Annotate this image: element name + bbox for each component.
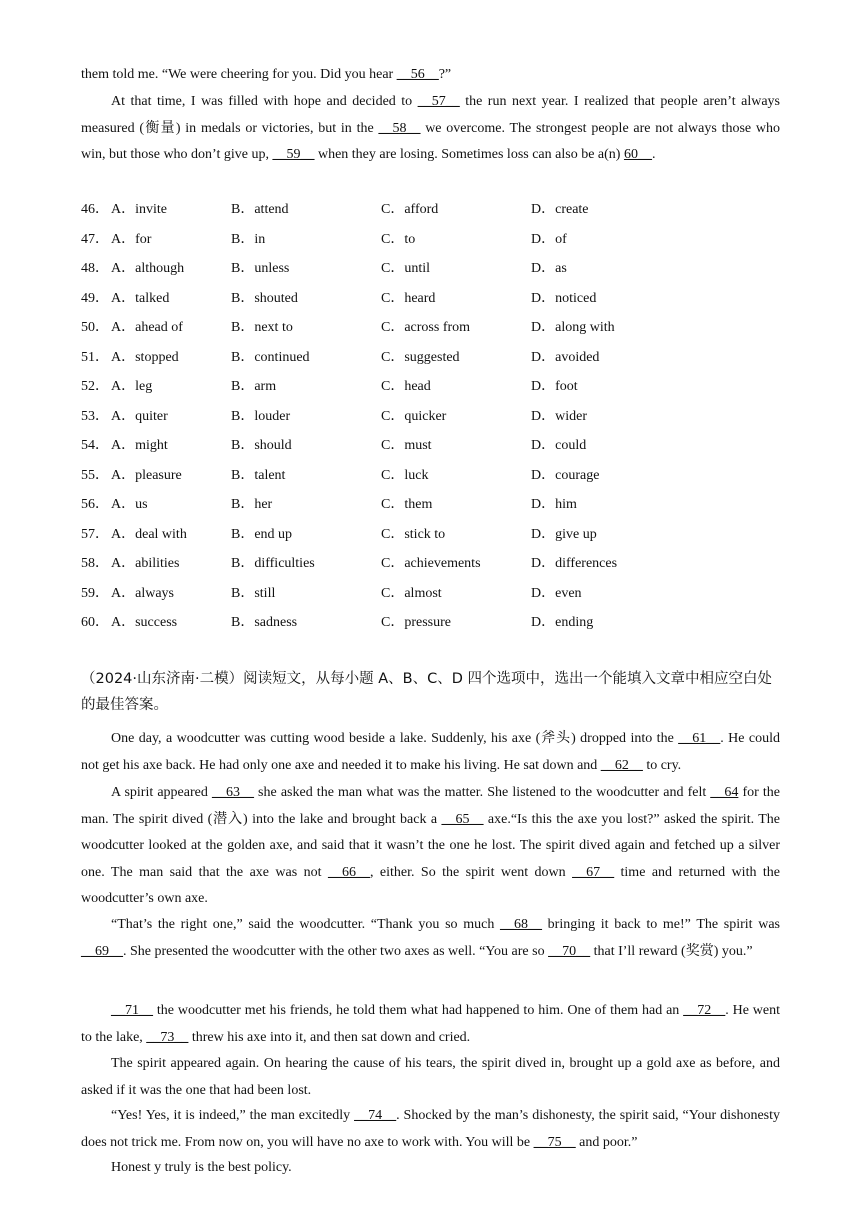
option-d: D．foot — [531, 379, 578, 394]
option-a: A．although — [111, 261, 185, 276]
option-d: D．differences — [531, 556, 618, 571]
answer-blank: __74__ — [354, 1108, 397, 1123]
question-row — [81, 317, 781, 339]
option-d: D．along with — [531, 320, 615, 335]
text-segment: when they are losing. Sometimes loss can also be a(n) — [314, 147, 624, 162]
question-number: 58． — [81, 556, 109, 571]
question-row — [81, 347, 781, 369]
text-segment: “That’s the right one,” said the woodcutter. “Thank you so much — [111, 917, 500, 932]
question-row — [81, 199, 781, 221]
option-c: C．quicker — [381, 408, 447, 424]
answer-blank: __73__ — [146, 1029, 189, 1045]
answer-blank: __61__ — [678, 731, 721, 746]
text-segment: axe.“Is this the axe you lost?” asked the spirit. The woodcutter looked at the golden axe, and said that it wasn’t the one he lost. The spirit dived again and fetched up a silver one. The man said that the axe was not — [81, 811, 781, 880]
option-b: B．should — [231, 438, 292, 453]
question-number: 51． — [81, 349, 109, 365]
option-c: C．until — [381, 261, 431, 276]
question-row — [81, 612, 781, 634]
option-b: B．her — [231, 497, 273, 512]
option-b: B．shouted — [231, 290, 298, 306]
text-segment: time and returned with the woodcutter’s own axe. — [81, 864, 780, 906]
passage1-paragraph2 — [81, 89, 780, 169]
text-segment: Honest y truly is the best policy. — [111, 1160, 292, 1175]
option-b: B．in — [231, 231, 266, 247]
option-b: B．arm — [231, 379, 277, 394]
option-a: A．might — [111, 438, 168, 453]
section2-paragraph — [81, 1051, 780, 1104]
question-number: 56． — [81, 497, 109, 512]
option-b: B．talent — [231, 467, 286, 483]
text-segment: One day, a woodcutter was cutting wood beside a lake. Suddenly, his axe (斧头) dropped into the — [111, 731, 679, 746]
option-a: A．deal with — [111, 526, 187, 542]
answer-blank: __58__ — [378, 120, 421, 136]
text-segment: . Shocked by the man’s dishonesty, the spirit said, “Your dishonesty does not trick me. From now on, you will have no axe to work with. You will be — [81, 1108, 780, 1150]
option-c: C．across from — [381, 320, 471, 335]
answer-blank: __67__ — [572, 864, 615, 880]
text-segment: for the man. The spirit dived (潜入) into the lake and brought back a — [81, 785, 780, 827]
option-d: D．him — [531, 497, 577, 512]
text-segment: A spirit appeared — [111, 785, 212, 800]
option-c: C．heard — [381, 290, 436, 306]
question-row — [81, 376, 781, 398]
question-number: 49． — [81, 290, 109, 306]
text-segment: them told me. “We were cheering for you. Did you hear — [81, 67, 397, 82]
option-c: C．head — [381, 379, 431, 394]
section2-paragraph — [81, 1103, 780, 1156]
question-number: 46． — [81, 202, 109, 217]
option-c: C．suggested — [381, 349, 460, 365]
option-d: D．create — [531, 202, 589, 217]
answer-blank: __62__ — [600, 757, 643, 773]
option-a: A．for — [111, 231, 152, 247]
option-a: A．leg — [111, 379, 153, 394]
option-d: D．ending — [531, 615, 594, 630]
question-row — [81, 258, 781, 280]
option-c: C．afford — [381, 202, 439, 217]
option-c: C．must — [381, 438, 432, 453]
question-number: 47． — [81, 231, 109, 247]
option-b: B．attend — [231, 202, 289, 217]
text-segment: The spirit appeared again. On hearing the cause of his tears, the spirit dived in, brought up a gold axe as before, and asked if it was the one that had been lost. — [81, 1056, 780, 1098]
section2-instructions: （2024·山东济南·二模）阅读短文，从每小题 A、B、C、D 四个选项中，选出一个能填入文章中相应空白处的最佳答案。 — [81, 671, 772, 713]
option-c: C．to — [381, 231, 416, 247]
question-row — [81, 229, 781, 251]
option-b: B．still — [231, 585, 276, 601]
option-c: C．pressure — [381, 615, 451, 630]
question-number: 60． — [81, 615, 109, 630]
text-segment: . — [651, 147, 656, 162]
question-row — [81, 553, 781, 575]
text-segment: At that time, I was filled with hope and decided to — [111, 94, 418, 109]
option-a: A．invite — [111, 202, 167, 217]
option-d: D．wider — [531, 408, 587, 424]
text-segment: that I’ll reward (奖赏) you.” — [590, 943, 753, 959]
answer-blank: __63__ — [211, 785, 254, 800]
option-a: A．ahead of — [111, 320, 183, 335]
answer-blank: 60__ — [623, 147, 652, 162]
question-number: 53． — [81, 408, 109, 424]
section2-paragraph — [81, 1155, 780, 1182]
question-row — [81, 435, 781, 457]
question-number: 52． — [81, 379, 109, 394]
text-segment: . She presented the woodcutter with the other two axes as well. “You are so — [123, 943, 549, 959]
option-b: B．end up — [231, 526, 293, 542]
option-d: D．courage — [531, 467, 600, 483]
option-a: A．stopped — [111, 349, 179, 365]
option-a: A．abilities — [111, 556, 180, 571]
question-row — [81, 406, 781, 428]
option-b: B．louder — [231, 408, 291, 424]
option-b: B．unless — [231, 261, 290, 276]
text-segment: the woodcutter met his friends, he told them what had happened to him. One of them had an — [153, 1003, 684, 1018]
section2-paragraph — [81, 912, 780, 965]
text-segment: to cry. — [642, 757, 682, 773]
question-row — [81, 494, 781, 516]
question-row — [81, 465, 781, 487]
text-segment: threw his axe into it, and then sat down and cried. — [188, 1029, 471, 1045]
question-row — [81, 524, 781, 546]
option-b: B．sadness — [231, 615, 298, 630]
text-segment: . He could not get his axe back. He had only one axe and needed it to make his living. He sat down and — [81, 731, 780, 773]
question-row — [81, 288, 781, 310]
option-c: C．luck — [381, 467, 429, 483]
question-row — [81, 583, 781, 605]
option-b: B．difficulties — [231, 556, 315, 571]
text-segment: ?” — [438, 67, 452, 82]
option-d: D．even — [531, 585, 582, 601]
answer-blank: __70__ — [548, 943, 591, 959]
text-segment: and poor.” — [575, 1134, 638, 1150]
option-a: A．quiter — [111, 408, 168, 424]
answer-blank: __72__ — [683, 1003, 726, 1018]
option-a: A．pleasure — [111, 467, 182, 483]
option-d: D．of — [531, 231, 567, 247]
question-number: 48． — [81, 261, 109, 276]
section2-paragraph — [81, 780, 780, 913]
text-segment: she asked the man what was the matter. She listened to the woodcutter and felt — [253, 785, 711, 800]
section2-paragraph — [81, 726, 780, 779]
question-number: 50． — [81, 320, 109, 335]
option-c: C．almost — [381, 585, 442, 601]
option-b: B．continued — [231, 349, 310, 365]
question-number: 59． — [81, 585, 109, 601]
answer-blank: __59__ — [272, 147, 315, 162]
option-a: A．us — [111, 497, 148, 512]
text-segment: bringing it back to me!” The spirit was — [542, 917, 780, 932]
option-c: C．achievements — [381, 556, 481, 571]
question-number: 55． — [81, 467, 109, 483]
answer-blank: __68__ — [500, 917, 542, 932]
option-c: C．stick to — [381, 526, 446, 542]
option-d: D．noticed — [531, 290, 597, 306]
text-segment: the run next year. I realized that people aren’t always measured (衡量) in medals or victories, but in the — [81, 94, 780, 136]
section2-paragraph — [81, 998, 780, 1051]
option-c: C．them — [381, 497, 433, 512]
answer-blank: __75__ — [533, 1134, 576, 1150]
answer-blank: __57__ — [417, 94, 460, 109]
text-segment: , either. So the spirit went down — [369, 864, 573, 880]
question-number: 57． — [81, 526, 109, 542]
option-a: A．talked — [111, 290, 170, 306]
option-a: A．success — [111, 615, 178, 630]
blank-56: __56__ — [396, 67, 439, 82]
answer-blank: __64 — [710, 785, 739, 800]
text-segment: . He went to the lake, — [81, 1003, 781, 1045]
option-a: A．always — [111, 585, 174, 601]
answer-blank: __66__ — [327, 864, 370, 880]
option-d: D．give up — [531, 526, 597, 542]
answer-blank: __69__ — [81, 943, 123, 959]
option-d: D．could — [531, 438, 587, 453]
option-d: D．avoided — [531, 349, 600, 365]
answer-blank: __71__ — [111, 1003, 153, 1018]
option-d: D．as — [531, 261, 567, 276]
text-segment: “Yes! Yes, it is indeed,” the man excitedly — [111, 1108, 355, 1123]
option-b: B．next to — [231, 320, 293, 335]
answer-blank: __65__ — [441, 811, 484, 827]
text-segment: we overcome. The strongest people are not always those who win, but those who don’t give up, — [81, 120, 780, 162]
passage1-line1 — [81, 62, 780, 89]
question-number: 54． — [81, 438, 109, 453]
